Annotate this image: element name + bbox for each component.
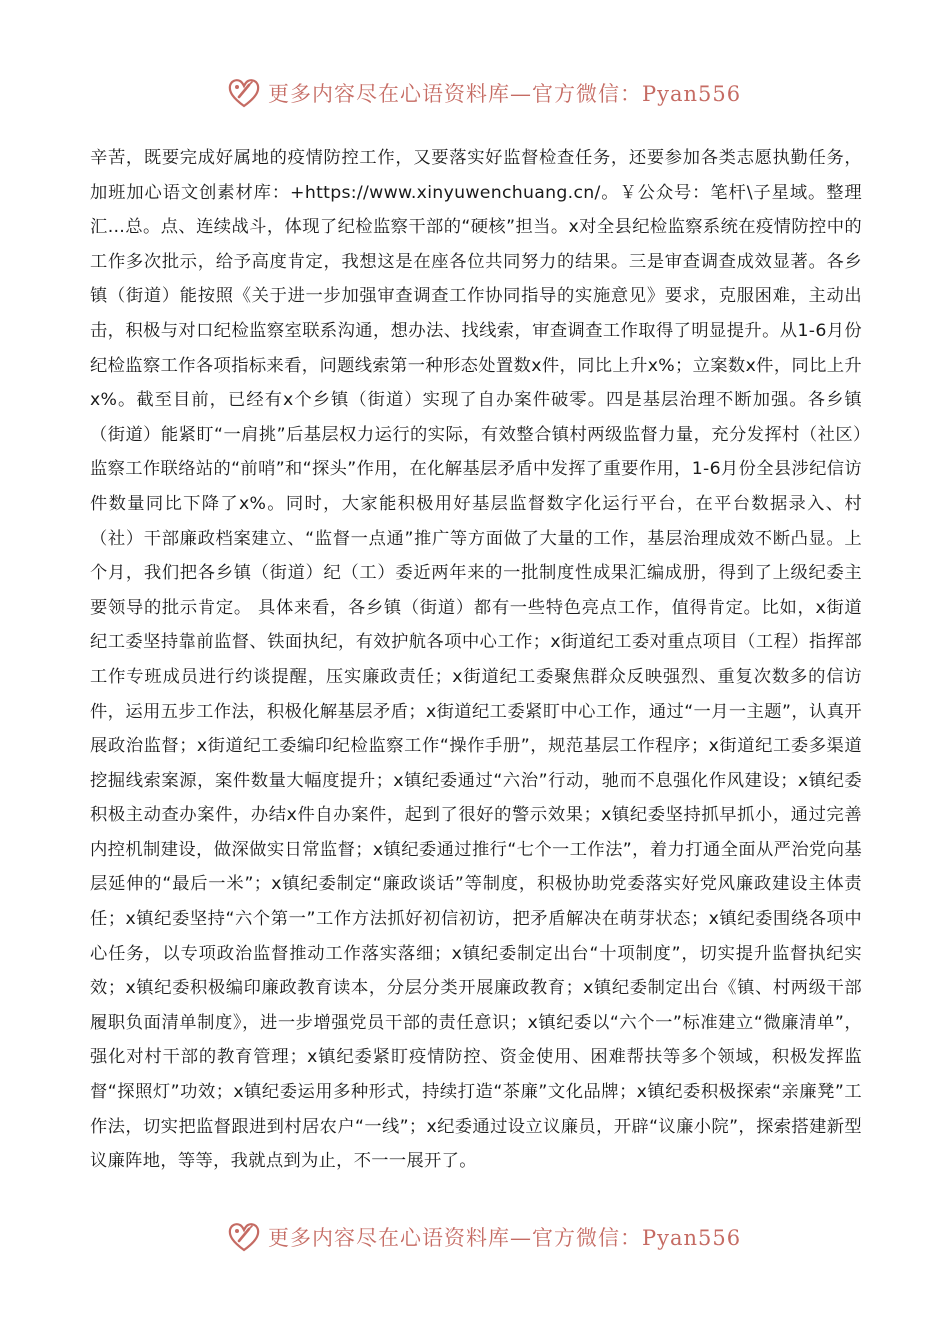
header-banner-text: 更多内容尽在心语资料库—官方微信：Pyan556 — [268, 82, 742, 106]
body-paragraph: 辛苦，既要完成好属地的疫情防控工作，又要落实好监督检查任务，还要参加各类志愿执勤任务，加班加心语文创素材库：+https://www.xinyuwenchuang.cn/。￥公众号：笔杆\子星域。整理汇…总。点、连续战斗，体现了纪检监察干部的“硬核”担当。x对全县纪检监察系统在疫情防控中的工作多次批示，给予高度肯定，我想这是在座各位共同努力的结果。三是审查调查成效显著。各乡镇（街道）能按照《关于进一步加强审查调查工作协同指导的实施意见》要求，克服困难，主动出击，积极与对口纪检监察室联系沟通，想办法、找线索，审查调查工作取得了明显提升。从1-6月份纪检监察工作各项指标来看，问题线索第一种形态处置数x件，同比上升x%；立案数x件，同比上升x%。截至目前，已经有x个乡镇（街道）实现了自办案件破零。四是基层治理不断加强。各乡镇（街道）能紧盯“一肩挑”后基层权力运行的实际，有效整合镇村两级监督力量，充分发挥村（社区）监察工作联络站的“前哨”和“探头”作用，在化解基层矛盾中发挥了重要作用，1-6月份全县涉纪信访件数量同比下降了x%。同时，大家能积极用好基层监督数字化运行平台，在平台数据录入、村（社）干部廉政档案建立、“监督一点通”推广等方面做了大量的工作，基层治理成效不断凸显。上个月，我们把各乡镇（街道）纪（工）委近两年来的一批制度性成果汇编成册，得到了上级纪委主要领导的批示肯定。 具体来看，各乡镇（街道）都有一些特色亮点工作，值得肯定。比如，x街道纪工委坚持靠前监督、铁面执纪，有效护航各项中心工作；x街道纪工委对重点项目（工程）指挥部工作专班成员进行约谈提醒，压实廉政责任；x街道纪工委聚焦群众反映强烈、重复次数多的信访件，运用五步工作法，积极化解基层矛盾；x街道纪工委紧盯中心工作，通过“一月一主题”，认真开展政治监督；x街道纪工委编印纪检监察工作“操作手册”，规范基层工作程序；x街道纪工委多渠道挖掘线索案源，案件数量大幅度提升；x镇纪委通过“六治”行动，驰而不息强化作风建设；x镇纪委积极主动查办案件，办结x件自办案件，起到了很好的警示效果；x镇纪委坚持抓早抓小，通过完善内控机制建设，做深做实日常监督；x镇纪委通过推行“七个一工作法”，着力打通全面从严治党向基层延伸的“最后一米”；x镇纪委制定“廉政谈话”等制度，积极协助党委落实好党风廉政建设主体责任；x镇纪委坚持“六个第一”工作方法抓好初信初访，把矛盾解决在萌芽状态；x镇纪委围绕各项中心任务，以专项政治监督推动工作落实落细；x镇纪委制定出台“十项制度”，切实提升监督执纪实效；x镇纪委积极编印廉政教育读本，分层分类开展廉政教育；x镇纪委制定出台《镇、村两级干部履职负面清单制度》，进一步增强党员干部的责任意识；x镇纪委以“六个一”标准建立“微廉清单”，强化对村干部的教育管理；x镇纪委紧盯疫情防控、资金使用、困难帮扶等多个领域，积极发挥监督“探照灯”功效；x镇纪委运用多种形式，持续打造“茶廉”文化品牌；x镇纪委积极探索“亲廉凳”工作法，切实把监督跟进到村居农户“一线”；x纪委通过设立议廉员，开辟“议廉小院”，探索搭建新型议廉阵地，等等，我就点到为止，不一一展开了。 — [90, 148, 862, 1172]
header-watermark-banner — [226, 73, 741, 113]
heart-pen-logo-icon — [226, 75, 262, 111]
footer-banner-text: 更多内容尽在心语资料库—官方微信：Pyan556 — [268, 1226, 742, 1250]
heart-pen-logo-icon — [226, 1219, 262, 1255]
footer-watermark-banner — [226, 1217, 741, 1257]
